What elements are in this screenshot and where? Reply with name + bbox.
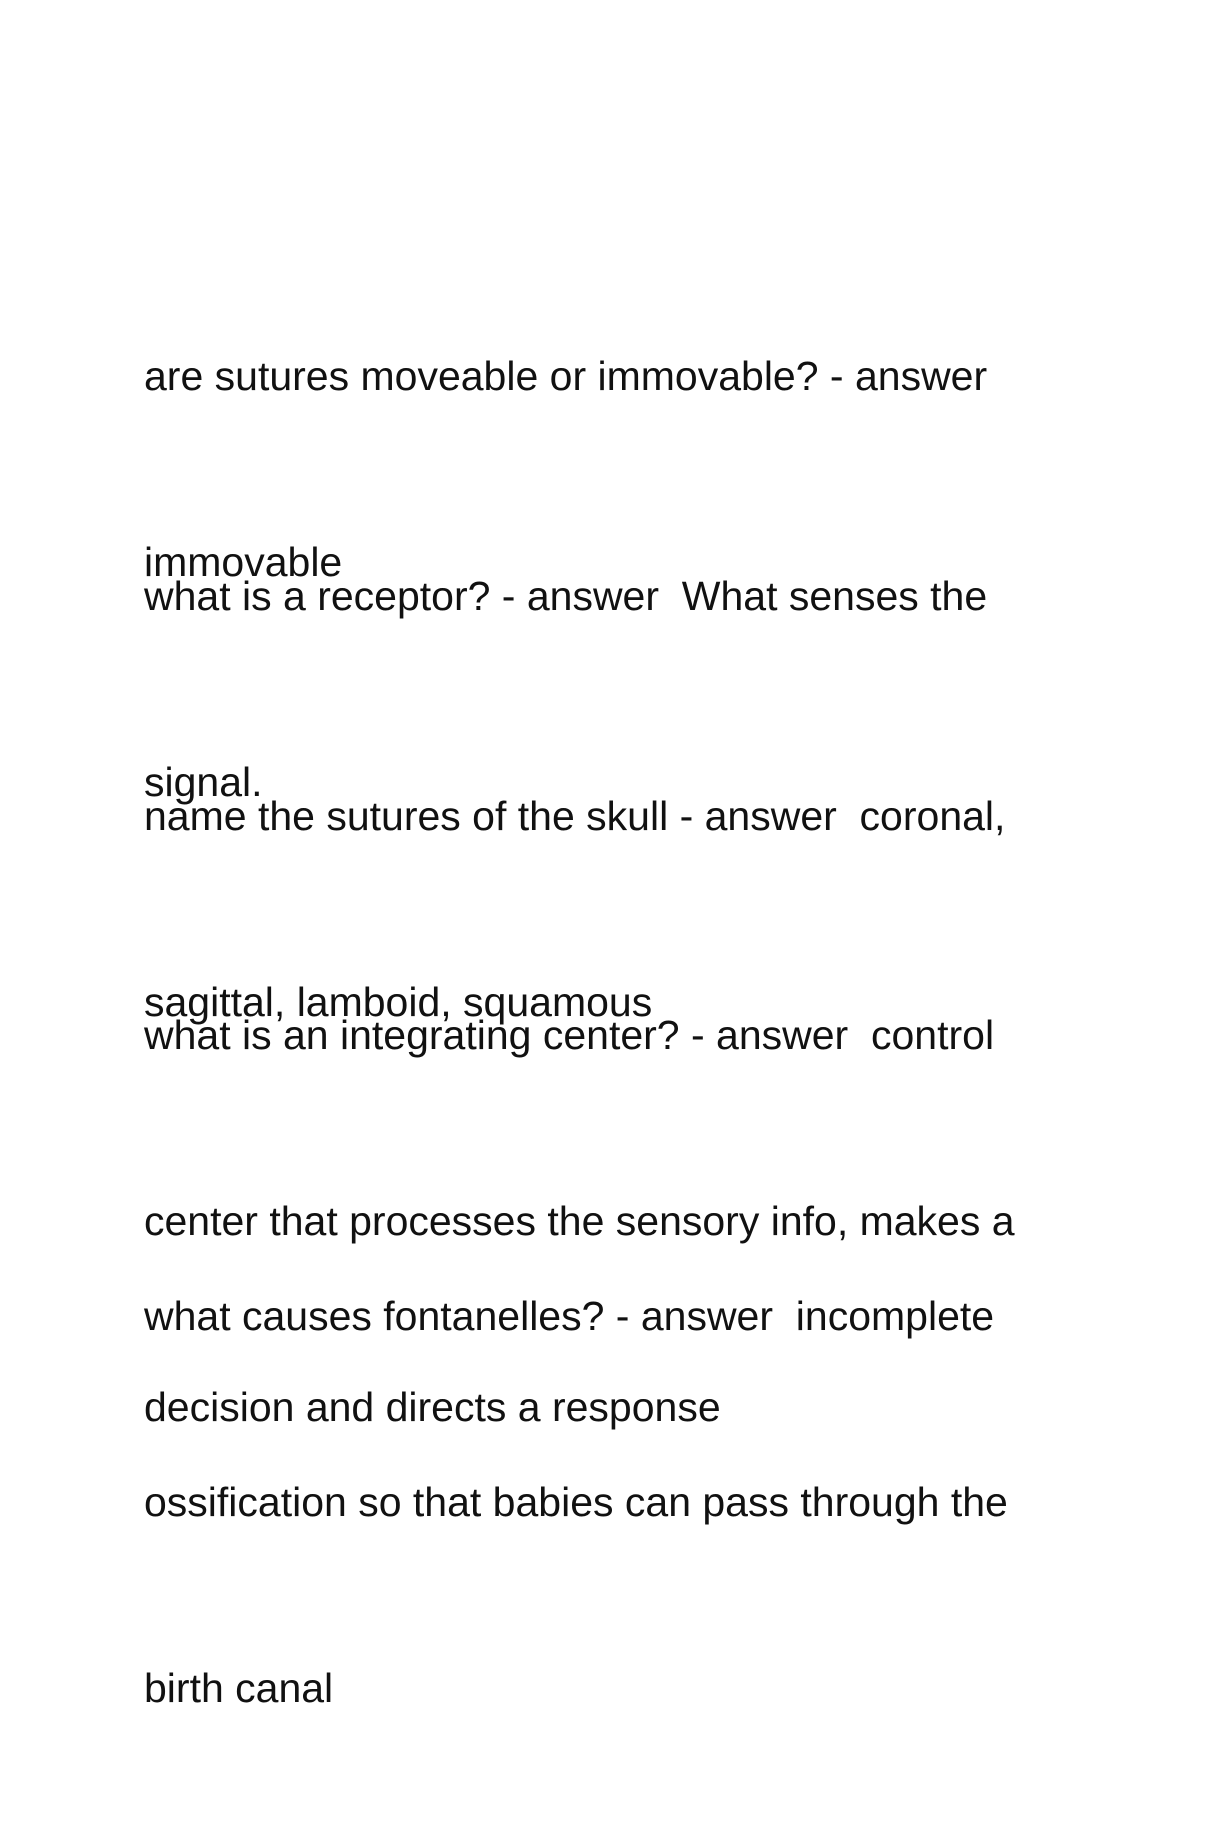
qa-line: decision and directs a response [144, 1384, 721, 1430]
qa-line: center that processes the sensory info, makes a [144, 1198, 1015, 1244]
qa-line: signal. [144, 759, 263, 805]
qa-line: birth canal [144, 1665, 334, 1711]
qa-line: ossification so that babies can pass through the [144, 1479, 1008, 1525]
qa-item-fontanelles [144, 1161, 1084, 1843]
qa-line: name the sutures of the skull - answer coronal, [144, 793, 1006, 839]
qa-line: what causes fontanelles? - answer incomplete [144, 1293, 995, 1339]
qa-line: what is an integrating center? - answer control [144, 1012, 995, 1058]
qa-line: are sutures moveable or immovable? - answer [144, 353, 988, 399]
qa-line: sagittal, lamboid, squamous [144, 979, 653, 1025]
qa-line: immovable [144, 539, 343, 585]
qa-line: what is a receptor? - answer What senses the [144, 573, 988, 619]
